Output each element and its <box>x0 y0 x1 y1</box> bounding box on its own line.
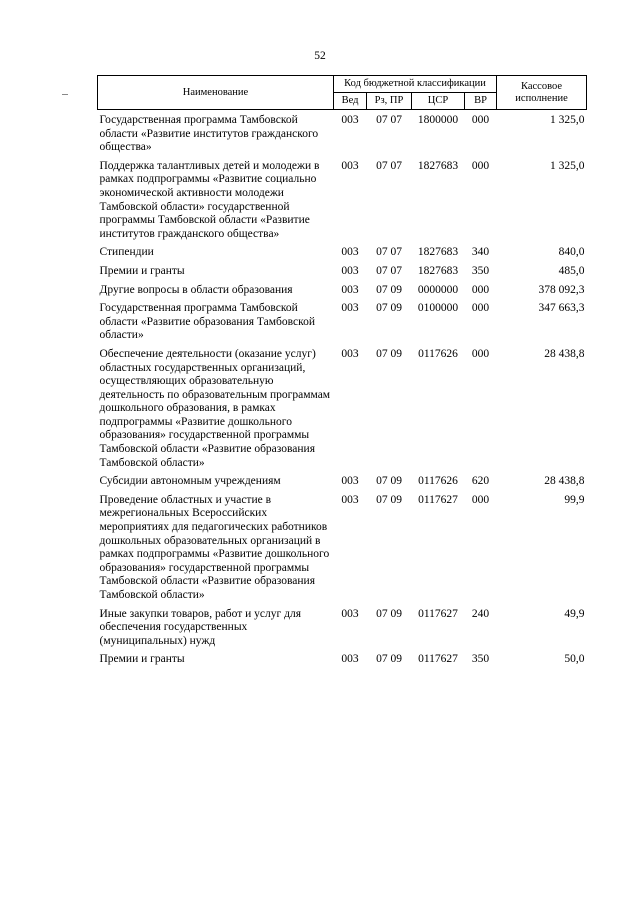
row-amount: 49,9 <box>564 607 585 620</box>
row-vr: 620 <box>471 475 490 488</box>
row-amount: 28 438,8 <box>544 475 585 488</box>
row-csr: 1827683 <box>417 159 459 172</box>
header-rz-pr: Рз, ПР <box>367 93 412 110</box>
margin-mark <box>62 94 68 95</box>
row-csr: 0117627 <box>418 493 458 506</box>
row-rz-pr: 07 07 <box>376 114 402 126</box>
row-ved: 003 <box>341 283 359 296</box>
row-csr: 0117626 <box>418 347 458 360</box>
row-rz-pr: 07 09 <box>376 475 402 488</box>
row-vr: 340 <box>471 246 490 259</box>
row-amount: 28 438,8 <box>544 347 585 360</box>
row-csr: 1827683 <box>417 246 459 259</box>
table-header <box>98 76 587 110</box>
row-name: Обеспечение деятельности (оказание услуг) областных государственных организаций, осуществляющих образовательную деятельность по образовательным программам дошкольного образования, в рамках подпрограммы «Развитие дошкольного образования» государственной программы Тамбовской области «Развитие образования Тамбовской области» <box>99 347 331 469</box>
header-name: Наименование <box>98 76 334 110</box>
header-execution: Кассовое исполнение <box>497 76 587 110</box>
row-ved: 003 <box>341 347 359 360</box>
row-rz-pr: 07 07 <box>376 264 402 277</box>
row-csr: 1800000 <box>417 114 459 126</box>
row-name: Стипендии <box>99 246 154 259</box>
row-rz-pr: 07 09 <box>376 283 402 296</box>
row-amount: 1 325,0 <box>550 114 585 126</box>
row-csr: 0000000 <box>417 283 459 296</box>
budget-table <box>97 75 587 672</box>
row-rz-pr: 07 07 <box>376 246 402 259</box>
row-ved: 003 <box>341 159 359 172</box>
row-name: Другие вопросы в области образования <box>99 283 293 296</box>
table-row <box>98 160 587 247</box>
row-csr: 0117627 <box>418 653 458 666</box>
row-ved: 003 <box>341 302 359 315</box>
row-csr: 1827683 <box>417 264 459 277</box>
row-vr: 000 <box>471 302 490 315</box>
row-amount: 485,0 <box>558 264 585 277</box>
row-rz-pr: 07 09 <box>376 347 402 360</box>
row-amount: 1 325,0 <box>550 159 585 172</box>
row-vr: 000 <box>471 283 490 296</box>
header-csr: ЦСР <box>412 93 465 110</box>
row-ved: 003 <box>341 246 359 259</box>
row-vr: 350 <box>471 264 490 277</box>
row-vr: 000 <box>471 347 490 360</box>
row-vr: 350 <box>471 653 490 666</box>
table-row <box>98 475 587 494</box>
row-rz-pr: 07 07 <box>376 159 402 172</box>
table-row <box>98 494 587 608</box>
table-body <box>98 110 587 672</box>
row-amount: 347 663,3 <box>538 302 585 315</box>
row-name: Субсидии автономным учреждениям <box>99 475 281 488</box>
row-vr: 240 <box>471 607 490 620</box>
row-vr: 000 <box>471 114 490 126</box>
table-row <box>98 265 587 284</box>
table-row <box>98 608 587 654</box>
header-vr: ВР <box>465 93 497 110</box>
row-name: Премии и гранты <box>99 653 185 666</box>
table-row <box>98 284 587 303</box>
row-csr: 0117626 <box>418 475 458 488</box>
row-vr: 000 <box>471 493 490 506</box>
row-vr: 000 <box>471 159 490 172</box>
header-code-group: Код бюджетной классификации <box>334 76 497 93</box>
row-ved: 003 <box>341 607 359 620</box>
row-amount: 50,0 <box>564 653 585 666</box>
row-name: Государственная программа Тамбовской области «Развитие образования Тамбовской области» <box>99 302 315 342</box>
header-ved: Вед <box>334 93 367 110</box>
row-ved: 003 <box>341 493 359 506</box>
row-amount: 840,0 <box>558 246 585 259</box>
table-row <box>98 302 587 348</box>
row-name: Поддержка талантливых детей и молодежи в рамках подпрограммы «Развитие социально экономической активности молодежи Тамбовской области» государственной программы Тамбовской области «Развитие институтов гражданского общества» <box>99 159 320 240</box>
row-rz-pr: 07 09 <box>376 302 402 315</box>
row-name: Премии и гранты <box>99 264 185 277</box>
row-rz-pr: 07 09 <box>376 607 402 620</box>
row-ved: 003 <box>341 264 359 277</box>
row-csr: 0117627 <box>418 607 458 620</box>
row-name: Проведение областных и участие в межрегиональных Всероссийских мероприятиях для педагогических работников дошкольных образовательных организаций в рамках подпрограммы «Развитие дошкольного образования» государственной программы Тамбовской области «Развитие образования Тамбовской области» <box>99 493 330 601</box>
row-rz-pr: 07 09 <box>376 493 402 506</box>
row-ved: 003 <box>341 653 359 666</box>
row-amount: 378 092,3 <box>538 283 585 296</box>
row-name: Государственная программа Тамбовской области «Развитие институтов гражданского общества» <box>99 114 319 154</box>
row-rz-pr: 07 09 <box>376 653 402 666</box>
row-csr: 0100000 <box>417 302 459 315</box>
row-amount: 99,9 <box>564 493 585 506</box>
row-ved: 003 <box>341 114 359 126</box>
page-number: 52 <box>314 50 326 62</box>
table-row <box>98 246 587 265</box>
table-row <box>98 110 587 160</box>
table-row <box>98 348 587 475</box>
table-row <box>98 653 587 672</box>
row-name: Иные закупки товаров, работ и услуг для обеспечения государственных (муниципальных) нужд <box>99 607 301 647</box>
row-ved: 003 <box>341 475 359 488</box>
